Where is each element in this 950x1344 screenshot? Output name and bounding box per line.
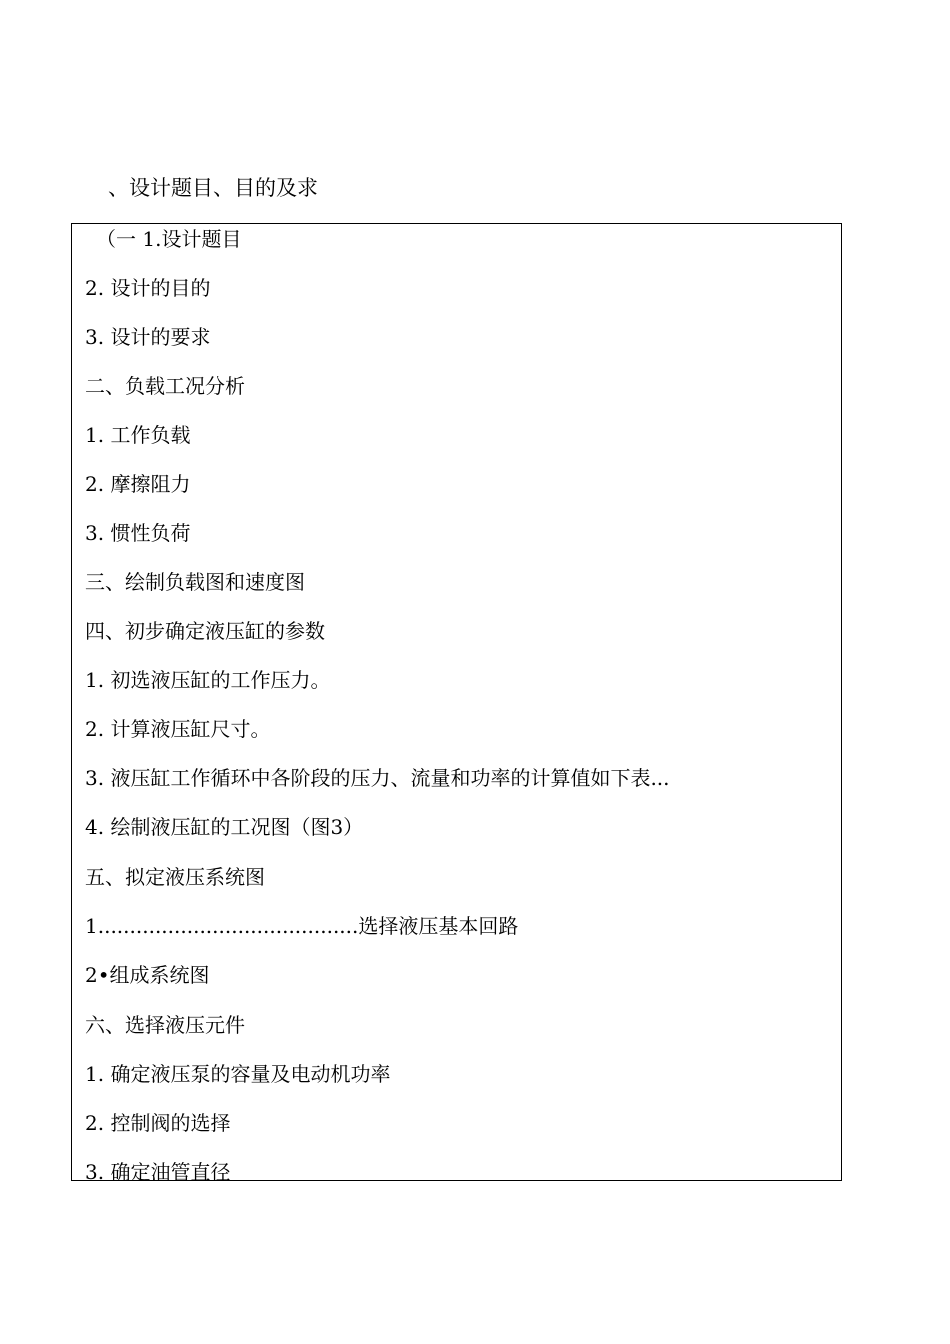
toc-line: 3. 液压缸工作循环中各阶段的压力、流量和功率的计算值如下表... bbox=[85, 766, 670, 790]
table-of-contents-box bbox=[71, 223, 842, 1181]
toc-line: 3. 确定油管直径 bbox=[85, 1160, 231, 1181]
toc-line: 2. 计算液压缸尺寸。 bbox=[85, 717, 271, 741]
toc-line: 3. 设计的要求 bbox=[85, 325, 211, 349]
toc-line: 1.........................................选择液压基本回路 bbox=[85, 914, 519, 938]
toc-line: 1. 确定液压泵的容量及电动机功率 bbox=[85, 1062, 391, 1086]
toc-line: 1. 初选液压缸的工作压力。 bbox=[85, 668, 331, 692]
toc-line: 1. 工作负载 bbox=[85, 423, 191, 447]
toc-line: 2. 设计的目的 bbox=[85, 276, 211, 300]
toc-line: （一 1.设计题目 bbox=[96, 227, 242, 251]
toc-line: 2. 控制阀的选择 bbox=[85, 1111, 231, 1135]
toc-line: 3. 惯性负荷 bbox=[85, 521, 191, 545]
toc-line: 三、绘制负载图和速度图 bbox=[85, 570, 305, 594]
section-heading: 、设计题目、目的及求 bbox=[108, 176, 318, 200]
toc-line: 六、选择液压元件 bbox=[85, 1013, 245, 1037]
toc-line: 二、负载工况分析 bbox=[85, 374, 245, 398]
toc-line: 2. 摩擦阻力 bbox=[85, 472, 191, 496]
toc-line: 2•组成系统图 bbox=[85, 963, 210, 987]
toc-line: 4. 绘制液压缸的工况图（图3） bbox=[85, 815, 364, 839]
toc-line: 五、拟定液压系统图 bbox=[85, 865, 265, 889]
toc-line: 四、初步确定液压缸的参数 bbox=[85, 619, 325, 643]
